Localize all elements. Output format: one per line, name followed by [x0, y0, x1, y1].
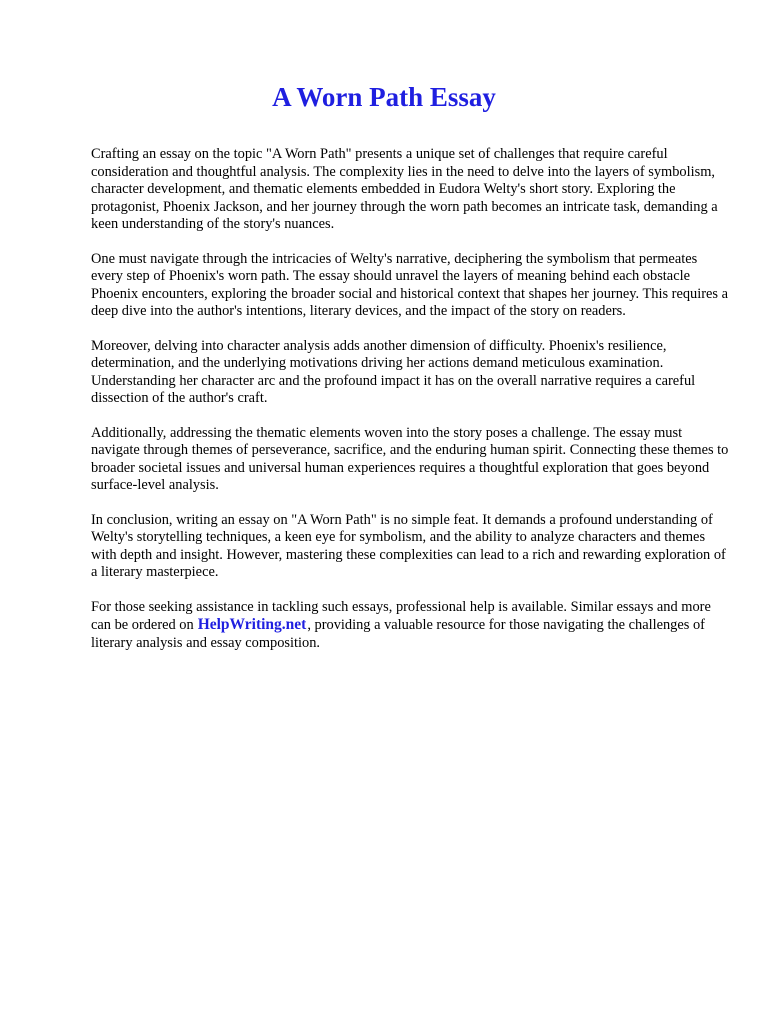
paragraph-6-text-before-link: For those seeking assistance in tackling such essays, professional help is available. Similar essays and more can be ordered on	[91, 598, 711, 633]
paragraph-3: Moreover, delving into character analysis adds another dimension of difficulty. Phoenix's resilience, determination, and the underlying motivations driving her actions demand meticulous examination. Understanding her character arc and the profound impact it has on the overall narrative requires a careful dissection of the author's craft.	[91, 337, 696, 406]
paragraph-6-text-after-link: , providing a valuable resource for those navigating the challenges of literary analysis and essay composition.	[91, 617, 705, 651]
essay-body	[91, 146, 731, 669]
paragraph-4: Additionally, addressing the thematic elements woven into the story poses a challenge. The essay must navigate through themes of perseverance, sacrifice, and the enduring human spirit. Connecting these themes to broader societal issues and universal human experiences requires a thoughtful exploration that goes beyond surface-level analysis.	[91, 424, 729, 493]
paragraph-6	[91, 599, 731, 653]
page-title: A Worn Path Essay	[272, 82, 496, 112]
paragraph-1: Crafting an essay on the topic "A Worn Path" presents a unique set of challenges that require careful consideration and thoughtful analysis. The complexity lies in the need to delve into the layers of symbolism, character development, and thematic elements embedded in Eudora Welty's short story. Exploring the protagonist, Phoenix Jackson, and her journey through the worn path becomes an intricate task, demanding a keen understanding of the story's nuances.	[91, 146, 718, 232]
paragraph-5: In conclusion, writing an essay on "A Worn Path" is no simple feat. It demands a profound understanding of Welty's storytelling techniques, a keen eye for symbolism, and the ability to analyze characters and themes with depth and insight. However, mastering these complexities can lead to a rich and rewarding exploration of a literary masterpiece.	[91, 511, 726, 580]
helpwriting-link[interactable]: HelpWriting.net	[197, 616, 307, 633]
paragraph-2: One must navigate through the intricacies of Welty's narrative, deciphering the symbolism that permeates every step of Phoenix's worn path. The essay should unravel the layers of meaning behind each obstacle Phoenix encounters, exploring the broader social and historical context that shapes her journey. This requires a deep dive into the author's intentions, literary devices, and the impact of the story on readers.	[91, 250, 728, 319]
